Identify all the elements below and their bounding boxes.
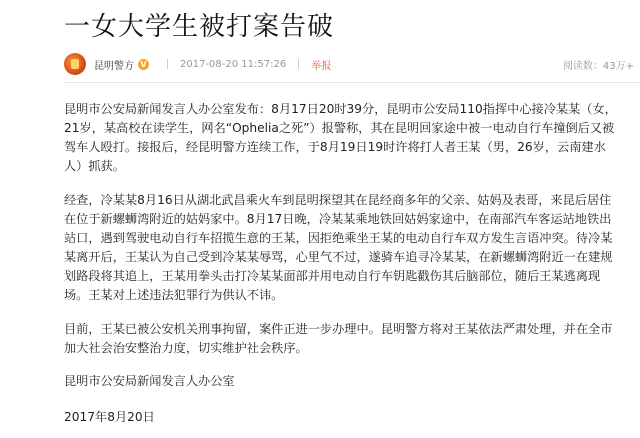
paragraph-announcement: 昆明市公安局新闻发言人办公室发布：8月17日20时39分，昆明市公安局110指挥中心接冷某某（女，21岁，某高校在读学生，网名“Ophelia之死”）报警称，其在昆明回家途中被一电动自行车撞倒后又被驾车人殴打。接报后，经昆明警方连续工作，于8月19日19时许将打人者王某（男，26岁，云南建水人）抓获。: [64, 102, 617, 173]
report-link[interactable]: 举报: [311, 60, 332, 72]
signature: 昆明市公安局新闻发言人办公室: [64, 374, 235, 388]
article-body: [64, 100, 620, 427]
publish-date: 2017年8月20日: [64, 410, 155, 424]
publish-timestamp: 2017-08-20 11:57:26: [180, 58, 287, 70]
meta-divider: [167, 59, 168, 69]
author-avatar[interactable]: [64, 53, 86, 75]
view-count: 阅读数：43万+: [562, 60, 634, 72]
article-meta: [64, 52, 634, 76]
author-name[interactable]: 昆明警方: [94, 60, 134, 72]
page-title: 一女大学生被打案告破: [64, 12, 335, 42]
paragraph-status: 目前，王某已被公安机关刑事拘留，案件正进一步办理中。昆明警方将对王某依法严肃处理，并在全市加大社会治安整治力度，切实维护社会秩序。: [64, 322, 613, 355]
verified-badge-icon: V: [138, 59, 149, 70]
header-divider: [64, 82, 640, 83]
paragraph-investigation: 经查，冷某某8月16日从湖北武昌乘火车到昆明探望其在昆经商多年的父亲、姑妈及表哥，来昆后居住在位于新螺蛳湾附近的姑妈家中。8月17日晚，冷某某乘地铁回姑妈家途中，在南部汽车客运站地铁出站口，遇到驾驶电动自行车招揽生意的王某，因拒绝乘坐王某的电动自行车双方发生言语冲突。待冷某某离开后，王某认为自己受到冷某某辱骂，心里气不过，遂骑车追寻冷某某，在新螺蛳湾附近一在建规划路段将其追上，王某用拳头击打冷某某面部并用电动自行车钥匙戳伤其后脑部位，随后王某逃离现场。王某对上述违法犯罪行为供认不讳。: [64, 193, 613, 302]
meta-divider: [298, 59, 299, 69]
